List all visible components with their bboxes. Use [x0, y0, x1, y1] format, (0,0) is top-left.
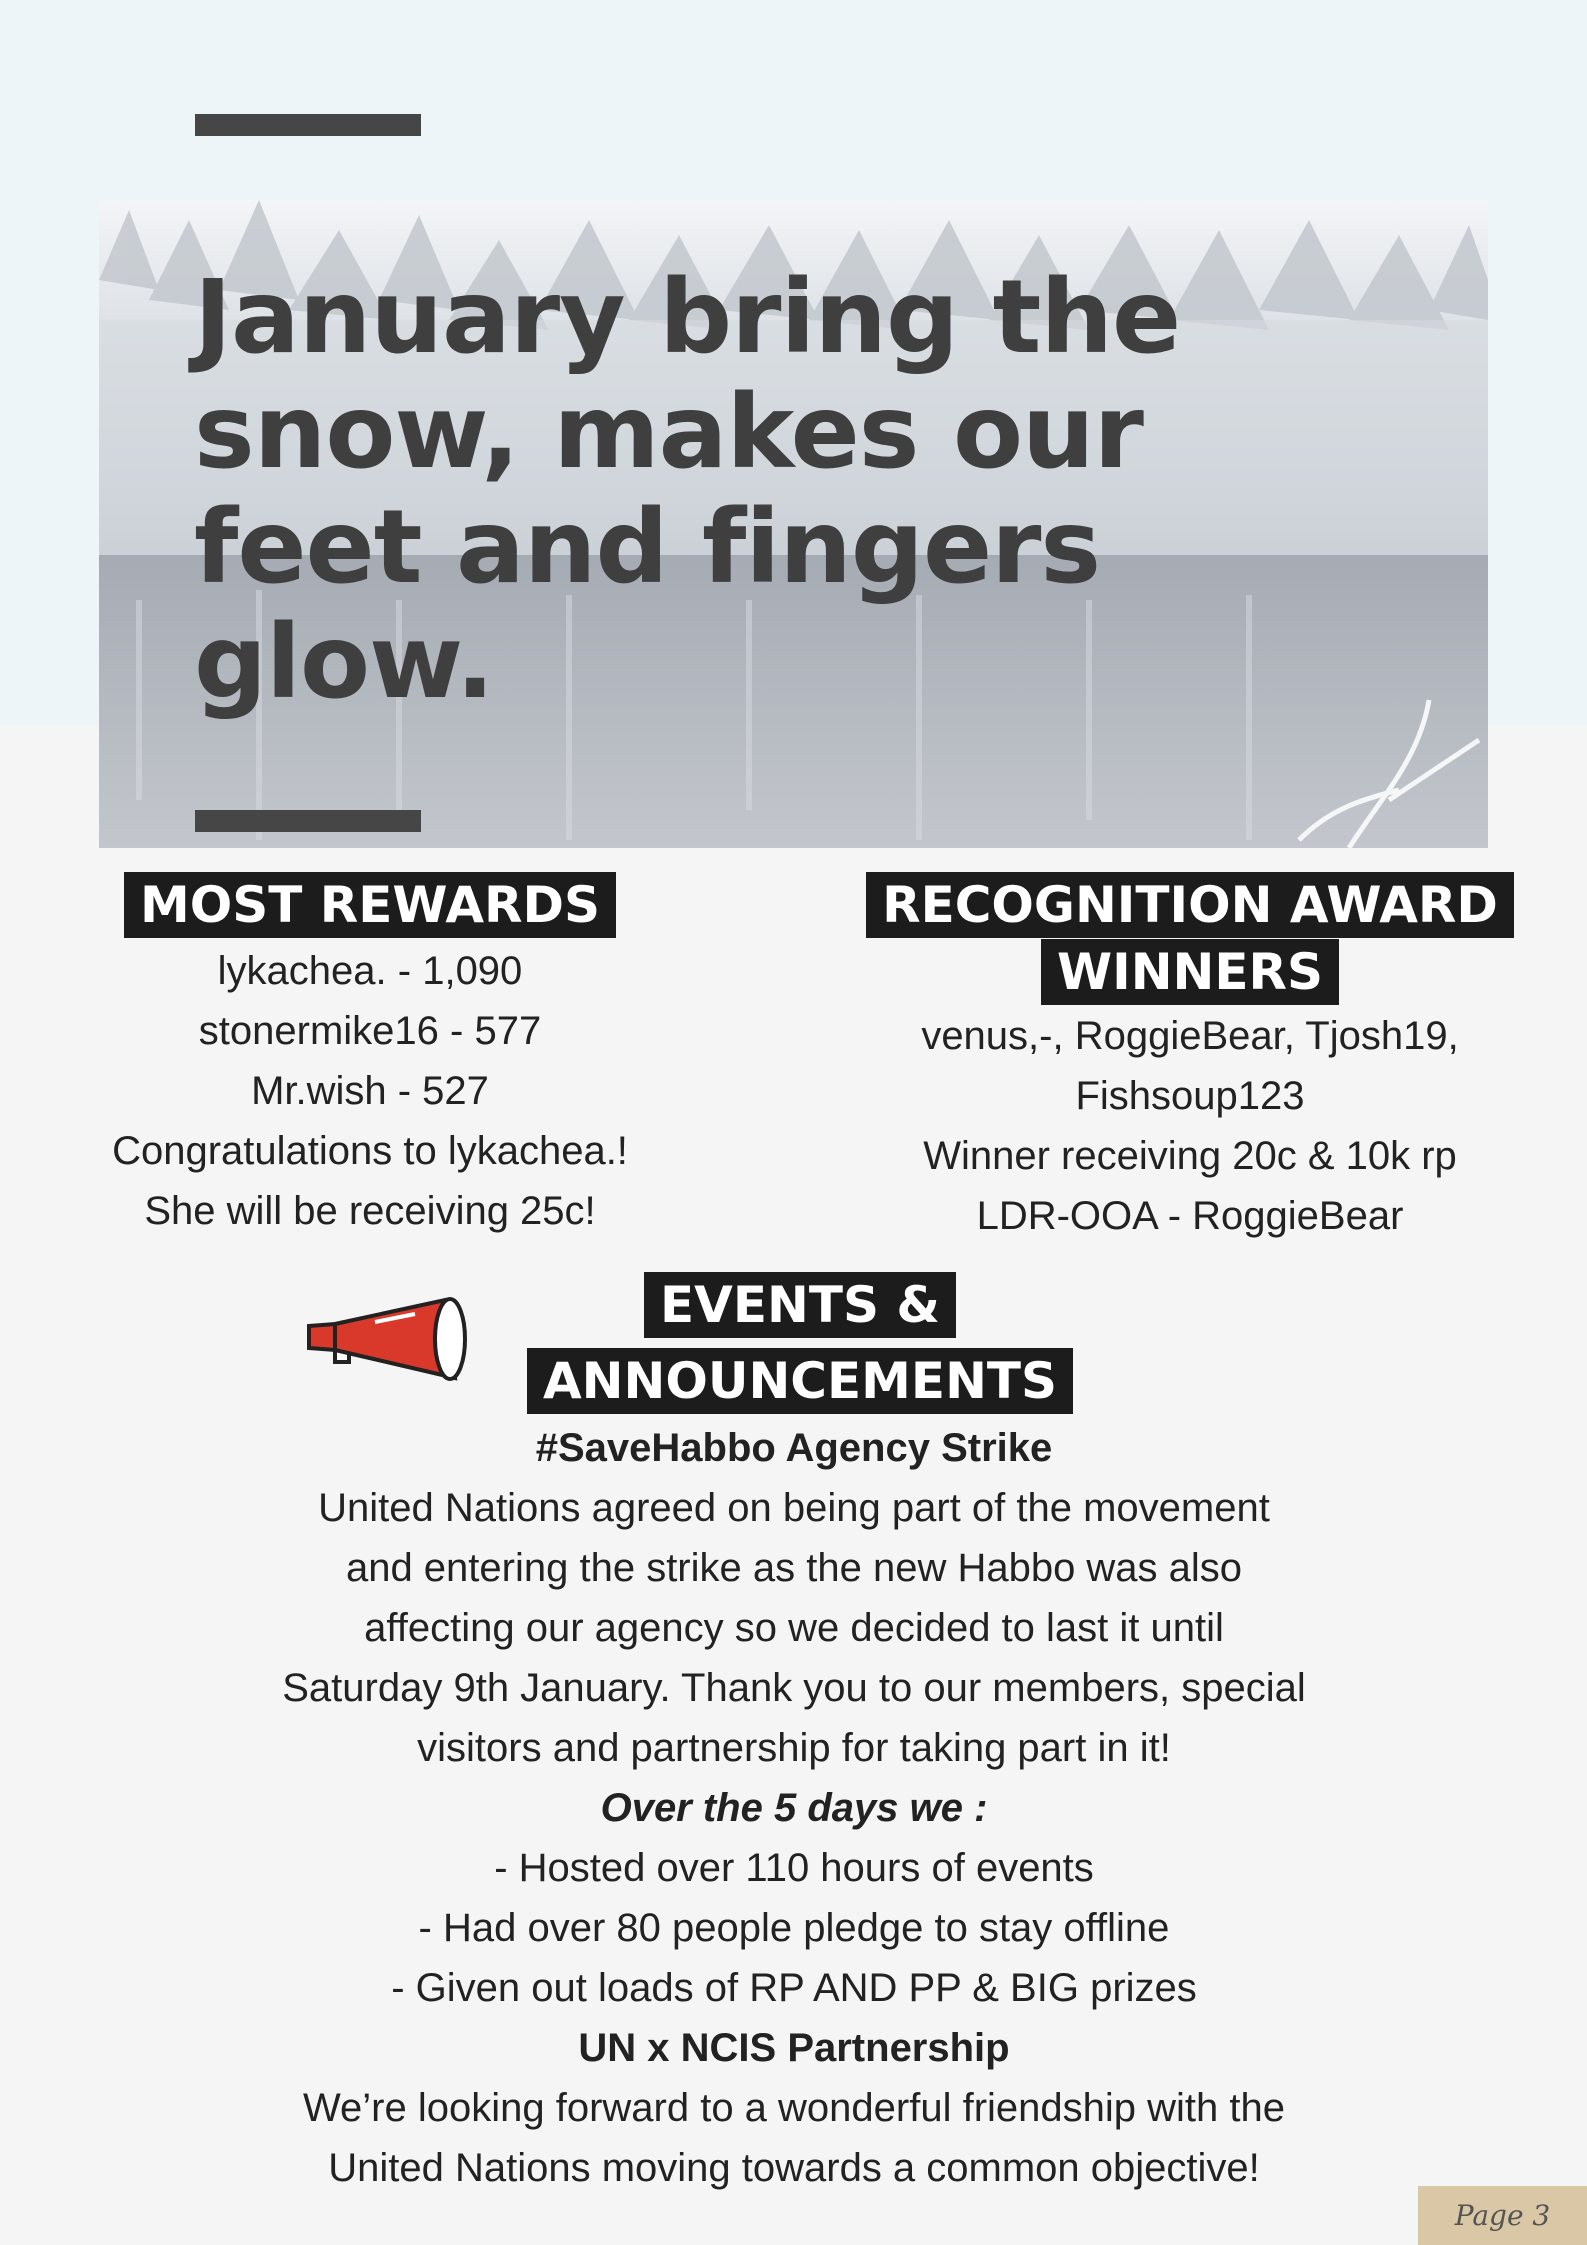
recognition-heading-line1: RECOGNITION AWARD — [866, 872, 1514, 938]
recognition-line: Winner receiving 20c & 10k rp — [923, 1134, 1457, 1178]
recognition-award-section — [790, 872, 1587, 1246]
strike-line: and entering the strike as the new Habbo was also — [345, 1546, 1243, 1590]
most-rewards-heading: MOST REWARDS — [124, 872, 616, 938]
title-top-rule — [195, 114, 421, 136]
events-heading-line1: EVENTS & — [644, 1272, 956, 1338]
most-rewards-section — [30, 872, 710, 1241]
recognition-heading-line2: WINNERS — [1041, 939, 1339, 1005]
page-title: January bring the snow, makes our feet and fingers glow. — [194, 258, 1181, 722]
recognition-line: LDR-OOA - RoggieBear — [976, 1194, 1404, 1238]
partnership-line: We’re looking forward to a wonderful friendship with the — [303, 2086, 1285, 2130]
events-body — [120, 1418, 1468, 2198]
most-rewards-line: lykachea. - 1,090 — [217, 949, 523, 993]
most-rewards-line: Mr.wish - 527 — [251, 1069, 489, 1113]
partnership-title: UN x NCIS Partnership — [578, 2026, 1010, 2070]
strike-line: affecting our agency so we decided to last it until — [364, 1606, 1224, 1650]
hero-banner — [99, 200, 1488, 848]
most-rewards-line: stonermike16 - 577 — [198, 1009, 542, 1053]
page-number-tag: Page 3 — [1418, 2186, 1587, 2245]
bullet-item: - Had over 80 people pledge to stay offline — [418, 1906, 1170, 1950]
events-heading — [500, 1272, 1100, 1424]
title-bottom-rule — [195, 810, 421, 832]
days-heading: Over the 5 days we : — [600, 1786, 988, 1830]
recognition-line: Fishsoup123 — [1075, 1074, 1305, 1118]
strike-title: #SaveHabbo Agency Strike — [535, 1426, 1053, 1470]
most-rewards-line: Congratulations to lykachea.! — [112, 1129, 628, 1173]
recognition-line: venus,-, RoggieBear, Tjosh19, — [921, 1014, 1459, 1058]
partnership-line: United Nations moving towards a common objective! — [328, 2146, 1260, 2190]
megaphone-icon — [305, 1296, 475, 1386]
strike-line: Saturday 9th January. Thank you to our members, special — [282, 1666, 1306, 1710]
events-heading-line2: ANNOUNCEMENTS — [527, 1348, 1073, 1414]
strike-line: United Nations agreed on being part of the movement — [318, 1486, 1270, 1530]
bullet-item: - Given out loads of RP AND PP & BIG prizes — [391, 1966, 1197, 2010]
strike-line: visitors and partnership for taking part in it! — [417, 1726, 1171, 1770]
bullet-item: - Hosted over 110 hours of events — [494, 1846, 1094, 1890]
most-rewards-line: She will be receiving 25c! — [144, 1189, 596, 1233]
